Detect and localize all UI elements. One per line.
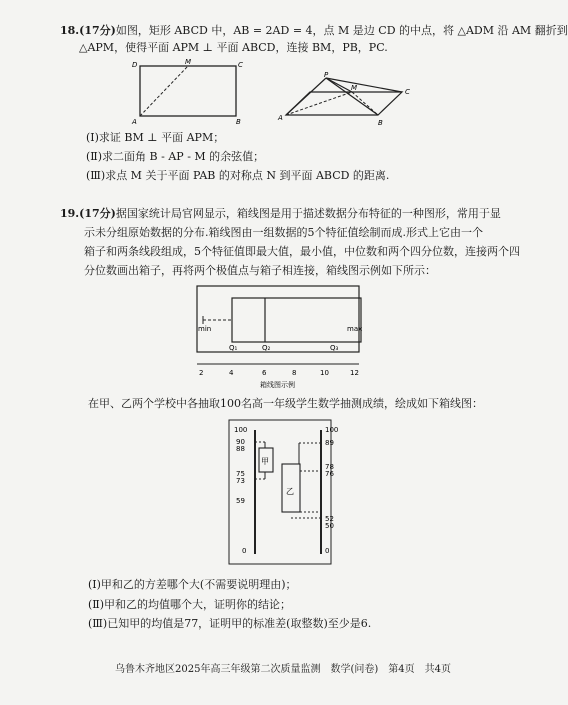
- example-caption: 箱线图示例: [260, 381, 295, 389]
- q18-points: (17分): [79, 24, 116, 37]
- edge-pc: [326, 78, 402, 92]
- q19-points: (17分): [79, 207, 116, 220]
- left-tick-88: 88: [236, 445, 245, 453]
- tick-6: 6: [262, 369, 267, 377]
- q19-intro2: 在甲、乙两个学校中各抽取100名高一年级学生数学抽测成绩，绘成如下箱线图：: [88, 397, 483, 410]
- label-m2: M: [351, 84, 358, 92]
- q19-stem-line2: 示未分组原始数据的分布.箱线图由一组数据的5个特征值绘制而成.形式上它由一个: [84, 226, 483, 239]
- yi-label: 乙: [286, 487, 294, 496]
- jia-label: 甲: [261, 457, 269, 466]
- q18-stem1: 如图，矩形 ABCD 中，AB = 2AD = 4，点 M 是边 CD 的中点，将 △ADM 沿 AM 翻折到: [115, 24, 568, 37]
- right-tick-100: 100: [325, 426, 339, 434]
- left-tick-100: 100: [234, 426, 248, 434]
- left-tick-90: 90: [236, 438, 245, 446]
- label-b: B: [236, 118, 241, 126]
- q19-part1: (Ⅰ)甲和乙的方差哪个大(不需要说明理由)；: [88, 578, 297, 591]
- left-tick-0: 0: [242, 547, 247, 555]
- page-footer: 乌鲁木齐地区2025年高三年级第二次质量监测 数学(问卷) 第4页 共4页: [115, 664, 451, 675]
- boxplot-example: [185, 284, 370, 394]
- label-max: max: [347, 325, 363, 333]
- q19-number: 19.: [60, 207, 80, 220]
- label-q2: Q₂: [262, 344, 271, 352]
- right-tick-78: 78: [325, 463, 334, 471]
- label-d: D: [132, 61, 138, 69]
- q18-stem-line1: [60, 24, 568, 38]
- tick-12: 12: [350, 369, 359, 377]
- left-tick-75: 75: [236, 470, 245, 478]
- boxplot-compare: [225, 418, 339, 568]
- tick-8: 8: [292, 369, 297, 377]
- q19-stem1: 据国家统计局官网显示，箱线图是用于描述数据分布特征的一种图形，常用于显: [115, 207, 501, 220]
- tick-10: 10: [320, 369, 329, 377]
- q18-part1: (Ⅰ)求证 BM ⊥ 平面 APM；: [86, 131, 225, 144]
- label-p: P: [324, 71, 329, 79]
- label-b2: B: [378, 119, 383, 127]
- label-a2: A: [278, 114, 283, 122]
- rect-abcd: [140, 66, 236, 116]
- q18-part3: (Ⅲ)求点 M 关于平面 PAB 的对称点 N 到平面 ABCD 的距离.: [86, 169, 390, 182]
- right-tick-52: 52: [325, 515, 334, 523]
- right-tick-89: 89: [325, 439, 334, 447]
- label-a: A: [132, 118, 137, 126]
- q19-stem-line1: [60, 207, 501, 221]
- q19-stem-line4: 分位数画出箱子，再将两个极值点与箱子相连接，箱线图示例如下所示：: [84, 264, 436, 277]
- right-tick-0: 0: [325, 547, 330, 555]
- label-q1: Q₁: [229, 344, 238, 352]
- label-q3: Q₃: [330, 344, 339, 352]
- base-abcd: [286, 92, 402, 115]
- q19-part3: (Ⅲ)已知甲的均值是77，证明甲的标准差(取整数)至少是6.: [88, 617, 372, 630]
- example-box: [232, 298, 361, 342]
- label-m: M: [185, 58, 192, 66]
- label-c: C: [238, 61, 243, 69]
- q18-stem-line2: △APM，使得平面 APM ⊥ 平面 ABCD，连接 BM，PB，PC.: [79, 41, 388, 54]
- right-tick-76: 76: [325, 470, 334, 478]
- q19-part2: (Ⅱ)甲和乙的均值哪个大，证明你的结论；: [88, 598, 292, 611]
- tick-4: 4: [229, 369, 234, 377]
- spacer: [232, 298, 359, 342]
- label-min: min: [198, 325, 212, 333]
- q18-part2: (Ⅱ)求二面角 B - AP - M 的余弦值；: [86, 150, 265, 163]
- q18-rectangle-figure: [128, 58, 248, 128]
- left-tick-59: 59: [236, 497, 245, 505]
- right-tick-50: 50: [325, 522, 334, 530]
- edge-am: [286, 92, 352, 115]
- tick-2: 2: [199, 369, 204, 377]
- q19-stem-line3: 箱子和两条线段组成，5个特征值即最大值，最小值，中位数和两个四分位数，连接两个四: [84, 245, 520, 258]
- label-c2: C: [405, 88, 410, 96]
- fold-line-am: [140, 66, 188, 116]
- edge-ap: [286, 78, 326, 115]
- q18-folded-figure: [278, 70, 418, 130]
- q18-number: 18.: [60, 24, 80, 37]
- left-tick-73: 73: [236, 477, 245, 485]
